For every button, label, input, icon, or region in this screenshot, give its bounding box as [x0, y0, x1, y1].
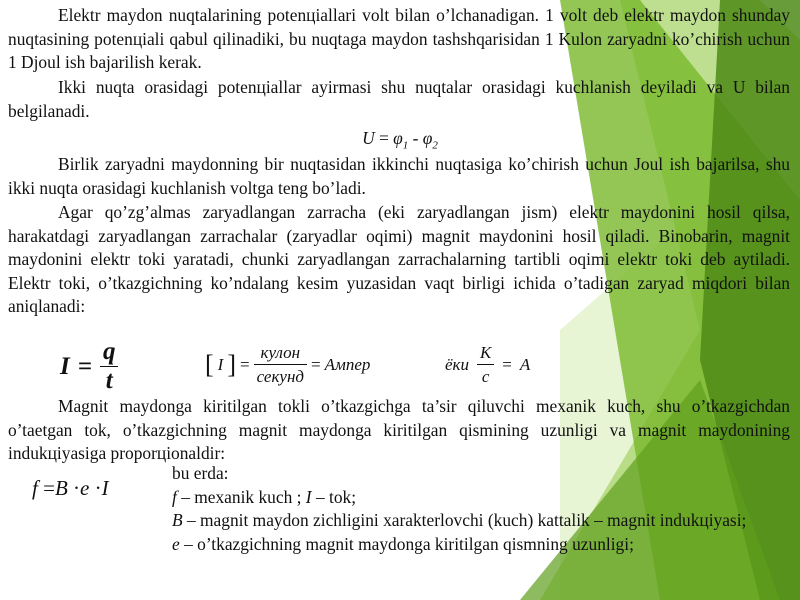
paragraph-voltage-definition: Ikki nuqta orasidagi potenцiallar ayirmasi shu nuqtalar orasidagi kuchlanish deyiladi va U bilan belgilanadi.: [8, 77, 790, 121]
definition-e-symbol: e: [172, 533, 180, 554]
definition-i-text: – tok;: [311, 486, 357, 507]
definition-e-text: – o’tkazgichning magnit maydonga kiritilgan qismning uzunligi;: [179, 533, 634, 554]
formula-short-den: с: [481, 367, 490, 386]
formula-u-sub1: 1: [402, 139, 409, 152]
formula-f-dot1: ·: [73, 476, 81, 500]
formula-unit-eq: =: [240, 354, 250, 374]
formula-short-word: ёки: [445, 354, 469, 374]
formula-f-e: e: [80, 476, 90, 500]
formula-unit-eq2: =: [311, 354, 321, 374]
formula-u-lhs: U: [362, 128, 375, 148]
formula-unit-lb: [: [205, 349, 214, 379]
formula-i-eq: =: [77, 352, 92, 380]
formula-unit-var: I: [217, 354, 224, 374]
paragraph-potential-definition: Elektr maydon nuqtalarining potenцiallari volt bilan o’lchanadigan. 1 volt deb elektr maydon shunday nuqtasining potenцiali qabul qilinadiki, bu nuqtaga maydon tashshqarisidan 1 Kulon zaryadni ko’chirish uchun 1 Djoul ish bajarilish kerak.: [8, 5, 790, 73]
formula-short-fraction: [477, 341, 494, 388]
definition-f-symbol: f: [172, 486, 177, 507]
formula-f-f: f: [32, 476, 38, 500]
definition-f-text: – mexanik kuch ;: [176, 486, 306, 507]
formula-current: [60, 338, 118, 395]
formula-force: [32, 476, 109, 501]
formula-unit-den: секунд: [256, 367, 305, 386]
formula-f-dot2: ·: [94, 476, 102, 500]
formula-unit-rb: ]: [227, 349, 237, 379]
definition-b: [172, 509, 790, 533]
definitions-list: [172, 462, 790, 556]
paragraph-mechanical-force: Magnit maydonga kiritilgan tokli o’tkazgichga ta’sir qiluvchi mexanik kuch, shu o’tkazgichdan o’taetgan tok, o’tkazgichning magnit maydonga kiritilgan qismining uzunligi va magnit maydonining indukцiyasiga proporцionaldir:: [8, 396, 790, 464]
definition-f: [172, 486, 790, 510]
definition-b-text: – magnit maydon zichligini xarakterlovchi (kuch) kattalik – magnit indukцiyasi;: [182, 510, 747, 531]
formula-unit-fraction: [254, 341, 307, 388]
definition-b-symbol: B: [172, 510, 183, 531]
formula-short-num: К: [477, 341, 494, 365]
formula-current-unit: [205, 341, 370, 388]
formula-current-short: [445, 341, 530, 388]
formula-short-rhs: А: [519, 354, 531, 374]
definitions-intro: bu erda:: [172, 463, 229, 483]
formula-u-eq: =: [378, 128, 389, 148]
formula-unit-num: кулон: [254, 341, 307, 365]
formula-f-eq: =: [43, 476, 55, 500]
formula-u-sub2: 2: [432, 139, 438, 152]
formula-f-i: I: [101, 476, 109, 500]
formula-i-fraction: [100, 338, 119, 395]
formula-i-den: t: [105, 367, 113, 394]
formula-u-phi1: φ: [393, 128, 403, 148]
formula-u-phi2: φ: [422, 128, 433, 148]
formula-f-b: B: [54, 476, 68, 500]
formula-unit-rhs: Ампер: [324, 354, 371, 374]
formula-i-num: q: [100, 338, 119, 367]
definition-e: [172, 533, 790, 557]
formula-short-eq: =: [502, 354, 512, 374]
definition-i-symbol: I: [305, 486, 312, 507]
paragraph-electric-current: Agar qo’zg’almas zaryadlangan zarracha (eki zaryadlangan jism) elektr maydonini hosil qilsa, harakatdagi zaryadlangan zarrachalar (zaryadlar oqimi) magnit maydonini hosil qiladi. Binobarin, magnit maydonini elektr toki yaratadi, chunki zaryadlangan zarrachalarning tartibli oqimi elektr toki deb aytiladi. Elektr toki, o’tkazgichning ko’ndalang kesim yuzasidan vaqt birligi ichida o’tadigan zaryad miqdori bilan aniqlanadi:: [8, 202, 790, 317]
paragraph-volt-unit: Birlik zaryadni maydonning bir nuqtasidan ikkinchi nuqtasiga ko’chirish uchun Joul ish bajarilsa, shu ikki nuqta orasidagi kuchlanish voltga teng bo’ladi.: [8, 154, 790, 198]
formula-u-minus: -: [412, 128, 419, 148]
formula-i-lhs: I: [60, 352, 70, 380]
